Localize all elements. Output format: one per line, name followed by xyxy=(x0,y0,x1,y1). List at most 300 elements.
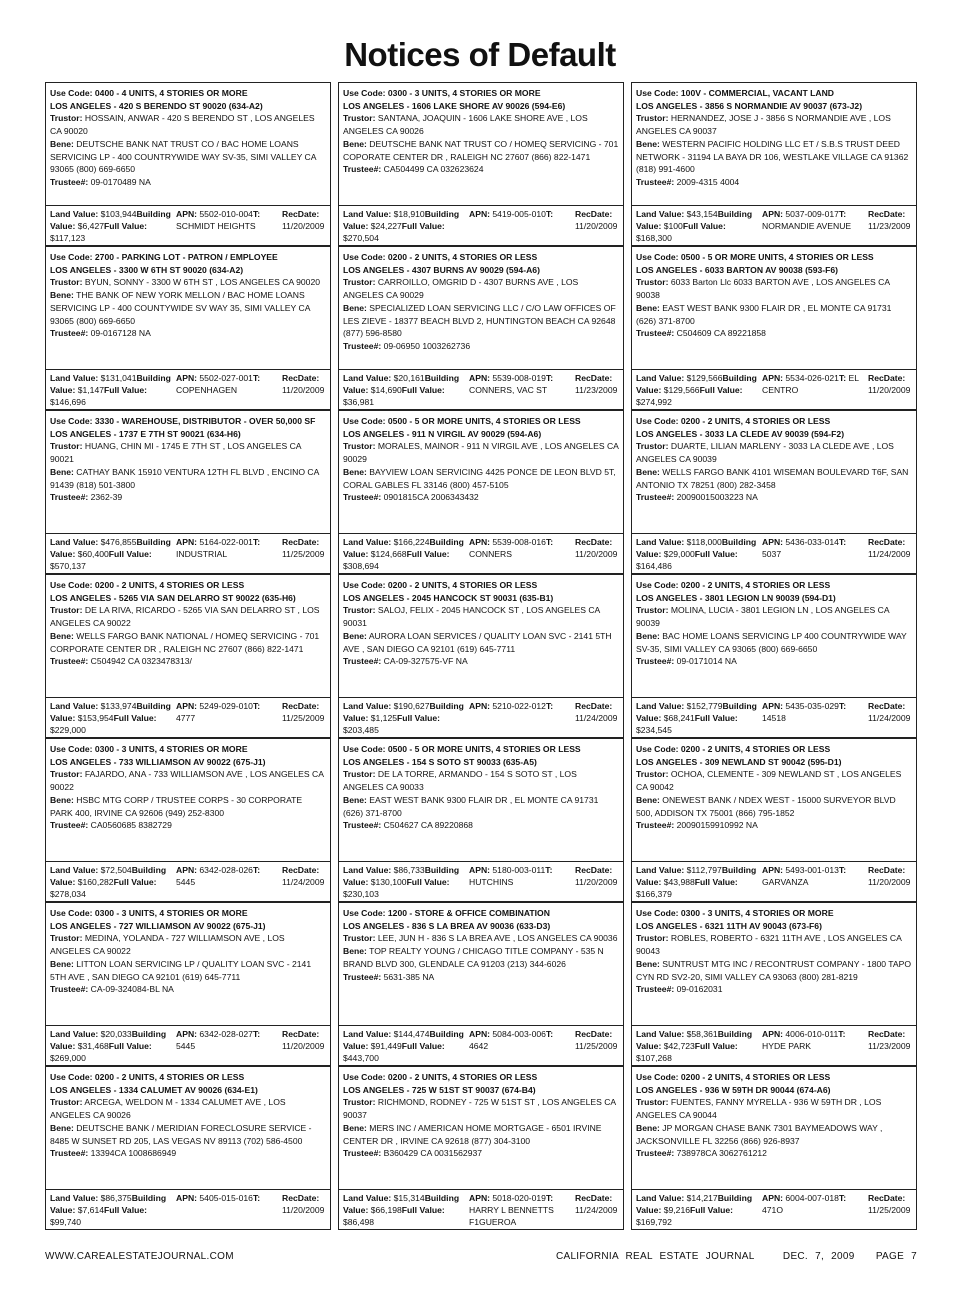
tract-value: 471O xyxy=(762,1205,784,1215)
tract-label: T: xyxy=(545,373,554,383)
land-value-label: Land Value: xyxy=(636,537,685,547)
trustee-number-value: C504942 CA 0323478313/ xyxy=(90,656,192,667)
page-title: Notices of Default xyxy=(344,36,616,73)
values-column xyxy=(343,1028,467,1064)
full-value-value: $146,696 xyxy=(50,397,86,407)
full-value-label: Full Value: xyxy=(397,713,440,723)
apn-value: 4006-010-011 xyxy=(785,1029,839,1039)
trustee-number xyxy=(343,819,619,832)
use-code: Use Code: 0300 - 3 UNITS, 4 STORIES OR MORE xyxy=(343,88,541,98)
trustee-number xyxy=(636,1147,912,1160)
beneficiary-value: DEUTSCHE BANK NAT TRUST CO / BAC HOME LOANS SERVICING LP - 400 COUNTRYWIDE WAY SV-35, SIMI VALLEY CA 93065 (800) 669-6650 xyxy=(50,138,317,175)
trustor-label: Trustor: xyxy=(636,1097,669,1108)
land-value-label: Land Value: xyxy=(343,865,392,875)
notice-row xyxy=(45,574,917,738)
valuation-box xyxy=(631,1026,917,1066)
notice-entry xyxy=(631,410,917,574)
beneficiary xyxy=(343,302,619,340)
trustor xyxy=(343,276,619,301)
beneficiary xyxy=(636,138,912,176)
values-column xyxy=(50,536,174,572)
trustor-label: Trustor: xyxy=(50,933,83,944)
apn xyxy=(469,1193,546,1203)
apn xyxy=(176,865,253,875)
beneficiary xyxy=(50,138,326,176)
recdate-label: RecDate: xyxy=(575,1193,613,1203)
recdate-label: RecDate: xyxy=(575,209,613,219)
trustee-number-label: Trustee#: xyxy=(636,176,675,187)
apn-label: APN: xyxy=(176,1193,198,1203)
land-value xyxy=(343,701,429,711)
notice-entry xyxy=(45,574,331,738)
recdate-column xyxy=(868,208,918,232)
notices-grid xyxy=(45,82,917,1230)
footer-publication: CALIFORNIA REAL ESTATE JOURNAL xyxy=(555,1251,755,1262)
apn-label: APN: xyxy=(176,1029,198,1039)
building-value-label: Building Value: xyxy=(636,537,757,559)
land-value xyxy=(343,1029,429,1039)
recdate-value: 11/25/2009 xyxy=(575,1041,618,1051)
apn-column xyxy=(762,1192,866,1216)
land-value xyxy=(50,865,132,875)
notice-entry xyxy=(631,738,917,902)
trustor-label: Trustor: xyxy=(343,933,376,944)
beneficiary-label: Bene: xyxy=(50,290,74,301)
apn xyxy=(762,1029,838,1039)
apn-column xyxy=(762,1028,866,1052)
valuation-box xyxy=(45,1190,331,1230)
property-address: LOS ANGELES - 309 NEWLAND ST 90042 (595-D1) xyxy=(636,756,842,767)
tract-value: 4642 xyxy=(469,1041,489,1051)
trustor-value: SANTANA, JOAQUIN - 1606 LAKE SHORE AVE , LOS ANGELES CA 90026 xyxy=(343,113,588,137)
apn-label: APN: xyxy=(176,701,198,711)
apn-label: APN: xyxy=(469,865,491,875)
building-value-label: Building Value: xyxy=(50,209,171,231)
valuation-box xyxy=(45,534,331,574)
land-value-value: $118,000 xyxy=(686,537,722,547)
trustee-number-label: Trustee#: xyxy=(50,492,89,503)
full-value-label: Full Value: xyxy=(694,877,738,887)
apn-column xyxy=(176,1192,280,1204)
trustee-number xyxy=(50,983,326,996)
building-value-value: $6,427 xyxy=(77,221,105,231)
apn-label: APN: xyxy=(469,209,491,219)
recdate-value: 11/25/2009 xyxy=(282,713,325,723)
building-value-label: Building Value: xyxy=(343,209,460,231)
beneficiary xyxy=(636,794,912,819)
trustor-value: FUENTES, FANNY MYRELLA - 936 W 59TH DR , LOS ANGELES CA 90044 xyxy=(636,1097,882,1121)
land-value-label: Land Value: xyxy=(343,1029,392,1039)
notice-box xyxy=(631,246,917,370)
recdate-label: RecDate: xyxy=(868,1029,906,1039)
beneficiary-value: JP MORGAN CHASE BANK 7301 BAYMEADOWS WAY , JACKSONVILLE FL 32256 (866) 926-8937 xyxy=(636,1122,883,1146)
full-value-value: $229,000 xyxy=(50,725,86,735)
land-value-label: Land Value: xyxy=(50,209,99,219)
building-value-value: $29,000 xyxy=(663,549,695,559)
building-value-value: $124,668 xyxy=(370,549,407,559)
land-value xyxy=(636,373,722,383)
land-value-value: $133,974 xyxy=(100,701,137,711)
apn-label: APN: xyxy=(762,373,784,383)
trustor-value: DUARTE, LILIAN MARLENY - 3033 LA CLEDE AVE , LOS ANGELES CA 90039 xyxy=(636,441,894,465)
tract-label: T: xyxy=(838,701,847,711)
trustee-number-value: 0901815CA 2006343432 xyxy=(383,492,479,503)
apn-column xyxy=(469,1192,573,1228)
apn xyxy=(469,537,546,547)
land-value xyxy=(343,865,425,875)
notice-box xyxy=(45,1066,331,1190)
notice-box xyxy=(631,738,917,862)
building-value-value: $42,723 xyxy=(663,1041,695,1051)
apn-value: 5164-022-001 xyxy=(199,537,253,547)
apn-column xyxy=(176,700,280,724)
valuation-box xyxy=(631,370,917,410)
building-value-value: $160,282 xyxy=(77,877,114,887)
trustee-number-value: B360429 CA 0031562937 xyxy=(383,1148,483,1159)
recdate-column xyxy=(282,208,332,232)
trustee-number xyxy=(50,327,326,340)
property-address: LOS ANGELES - 5265 VIA SAN DELARRO ST 90022 (635-H6) xyxy=(50,592,296,603)
notice-box xyxy=(45,246,331,370)
beneficiary-label: Bene: xyxy=(343,946,367,957)
notice-entry xyxy=(45,1066,331,1230)
full-value-value: $99,740 xyxy=(50,1217,82,1227)
land-value xyxy=(50,537,136,547)
tract-label: T: xyxy=(252,373,261,383)
property-address: LOS ANGELES - 6033 BARTON AV 90038 (593-F6) xyxy=(636,264,839,275)
use-code: Use Code: 0300 - 3 UNITS, 4 STORIES OR MORE xyxy=(50,744,248,754)
apn-value: 5502-010-004 xyxy=(199,209,253,219)
tract-label: T: xyxy=(545,865,553,875)
recdate-label: RecDate: xyxy=(282,701,320,711)
building-value-label: Building Value: xyxy=(636,1193,753,1215)
trustee-number xyxy=(50,1147,326,1160)
trustee-number-label: Trustee#: xyxy=(50,656,89,667)
valuation-box xyxy=(338,862,624,902)
land-value xyxy=(50,1193,132,1203)
land-value-value: $131,041 xyxy=(100,373,137,383)
recdate-label: RecDate: xyxy=(868,865,906,875)
use-code: Use Code: 0200 - 2 UNITS, 4 STORIES OR LESS xyxy=(343,1072,538,1082)
use-code: Use Code: 0500 - 5 OR MORE UNITS, 4 STORIES OR LESS xyxy=(343,416,581,426)
tract-value: 5037 xyxy=(762,549,782,559)
trustee-number-value: CA0560685 8382729 xyxy=(90,820,172,831)
full-value-label: Full Value: xyxy=(406,877,450,887)
beneficiary-label: Bene: xyxy=(343,138,367,149)
full-value-value: $274,992 xyxy=(636,397,672,407)
property-address: LOS ANGELES - 1737 E 7TH ST 90021 (634-H6) xyxy=(50,428,241,439)
apn-column xyxy=(176,372,280,396)
tract-value: HYDE PARK xyxy=(762,1041,812,1051)
full-value-value: $166,379 xyxy=(636,889,672,899)
land-value-label: Land Value: xyxy=(343,209,392,219)
use-code: Use Code: 0200 - 2 UNITS, 4 STORIES OR LESS xyxy=(343,252,538,262)
building-value-value: $43,988 xyxy=(663,877,695,887)
trustee-number-value: 13394CA 1008686949 xyxy=(90,1148,177,1159)
apn xyxy=(176,1193,253,1203)
land-value xyxy=(50,1029,132,1039)
building-value-label: Building Value: xyxy=(50,1029,167,1051)
valuation-box xyxy=(631,862,917,902)
full-value-value: $169,792 xyxy=(636,1217,672,1227)
trustee-number xyxy=(636,491,912,504)
recdate-value: 11/20/2009 xyxy=(282,221,325,231)
beneficiary xyxy=(636,302,912,327)
land-value-value: $152,779 xyxy=(686,701,723,711)
notice-box xyxy=(45,574,331,698)
land-value-value: $15,314 xyxy=(393,1193,425,1203)
beneficiary-label: Bene: xyxy=(50,1122,74,1133)
tract xyxy=(253,1193,260,1203)
building-value-value: $31,468 xyxy=(77,1041,109,1051)
full-value-label: Full Value: xyxy=(406,549,450,559)
beneficiary xyxy=(343,945,619,970)
recdate-column xyxy=(282,1028,332,1052)
recdate-value: 11/23/2009 xyxy=(575,385,618,395)
land-value-value: $112,797 xyxy=(686,865,722,875)
beneficiary-value: AURORA LOAN SERVICES / QUALITY LOAN SVC - 2141 5TH AVE , SAN DIEGO CA 92101 (619) 645-7711 xyxy=(343,630,612,654)
recdate-value: 11/20/2009 xyxy=(282,1205,325,1215)
use-code: Use Code: 0400 - 4 UNITS, 4 STORIES OR MORE xyxy=(50,88,248,98)
apn-label: APN: xyxy=(762,1029,784,1039)
land-value-value: $86,733 xyxy=(393,865,425,875)
full-value-value: $570,137 xyxy=(50,561,86,571)
notice-box xyxy=(45,738,331,862)
tract-label: T: xyxy=(252,865,261,875)
recdate-label: RecDate: xyxy=(575,537,613,547)
recdate-label: RecDate: xyxy=(868,701,906,711)
recdate-column xyxy=(282,536,332,560)
full-value-value: $234,545 xyxy=(636,725,672,735)
land-value-value: $476,855 xyxy=(100,537,137,547)
recdate-value: 11/23/2009 xyxy=(868,221,911,231)
beneficiary-label: Bene: xyxy=(343,794,367,805)
apn xyxy=(762,701,839,711)
tract-label: T: xyxy=(545,1193,554,1203)
values-column xyxy=(636,536,760,572)
trustee-number xyxy=(343,1147,619,1160)
trustor xyxy=(636,440,912,465)
trustee-number-label: Trustee#: xyxy=(50,176,89,187)
beneficiary-label: Bene: xyxy=(636,958,660,969)
notice-entry xyxy=(631,82,917,246)
trustee-number-label: Trustee#: xyxy=(50,984,89,995)
beneficiary-label: Bene: xyxy=(343,630,367,641)
valuation-box xyxy=(338,1026,624,1066)
tract-label: T: xyxy=(838,865,847,875)
trustee-number-label: Trustee#: xyxy=(343,164,382,175)
apn-column xyxy=(762,700,866,724)
building-value-value: $1,147 xyxy=(77,385,105,395)
trustor-label: Trustor: xyxy=(636,277,669,288)
apn-column xyxy=(176,1028,280,1052)
building-value-value: $66,198 xyxy=(370,1205,402,1215)
use-code: Use Code: 0200 - 2 UNITS, 4 STORIES OR LESS xyxy=(343,580,538,590)
recdate-column xyxy=(868,700,918,724)
notice-entry xyxy=(45,82,331,246)
land-value-label: Land Value: xyxy=(343,701,392,711)
footer-website[interactable]: WWW.CAREALESTATEJOURNAL.COM xyxy=(45,1251,234,1262)
beneficiary xyxy=(343,630,619,655)
trustee-number-value: 09-0170489 NA xyxy=(90,176,151,187)
notice-entry xyxy=(45,410,331,574)
full-value-label: Full Value: xyxy=(104,221,147,231)
trustor-label: Trustor: xyxy=(636,113,669,124)
apn-value: 5180-003-011 xyxy=(492,865,546,875)
trustor xyxy=(343,768,619,793)
property-address: LOS ANGELES - 420 S BERENDO ST 90020 (634-A2) xyxy=(50,100,263,111)
tract-label: T: xyxy=(252,701,261,711)
trustor-value: MEDINA, YOLANDA - 727 WILLIAMSON AVE , LOS ANGELES CA 90022 xyxy=(50,933,285,957)
apn-label: APN: xyxy=(469,701,491,711)
beneficiary-value: TOP REALTY YOUNG / CHICAGO TITLE COMPANY - 535 N BRAND BLVD 300, GLENDALE CA 91203 (213) 344-6026 xyxy=(343,946,604,969)
values-column xyxy=(636,372,760,408)
tract-value: 14518 xyxy=(762,713,786,723)
land-value-value: $58,361 xyxy=(686,1029,718,1039)
recdate-value: 11/24/2009 xyxy=(868,713,911,723)
trustee-number-label: Trustee#: xyxy=(343,820,382,831)
trustor-value: LEE, JUN H - 836 S LA BREA AVE , LOS ANGELES CA 90036 xyxy=(377,933,618,944)
recdate-column xyxy=(575,1028,625,1052)
notice-box xyxy=(631,410,917,534)
notice-box xyxy=(631,574,917,698)
trustee-number-value: 20090159910992 NA xyxy=(676,820,758,831)
apn xyxy=(176,701,253,711)
building-value-value: $7,614 xyxy=(77,1205,105,1215)
notice-row xyxy=(45,1066,917,1230)
trustee-number xyxy=(636,655,912,668)
recdate-label: RecDate: xyxy=(282,537,320,547)
apn-value: 6004-007-018 xyxy=(785,1193,839,1203)
land-value-label: Land Value: xyxy=(636,373,685,383)
tract-label: T: xyxy=(545,209,554,219)
beneficiary-label: Bene: xyxy=(50,138,74,149)
building-value-value: $91,449 xyxy=(370,1041,402,1051)
full-value-value: $443,700 xyxy=(343,1053,379,1063)
trustor-label: Trustor: xyxy=(343,1097,376,1108)
use-code: Use Code: 0200 - 2 UNITS, 4 STORIES OR LESS xyxy=(50,580,245,590)
beneficiary xyxy=(636,466,912,491)
trustor xyxy=(636,1096,912,1121)
apn-label: APN: xyxy=(176,537,198,547)
full-value-value: $270,504 xyxy=(343,233,379,243)
recdate-column xyxy=(868,536,918,560)
full-value-value: $107,268 xyxy=(636,1053,672,1063)
tract-label: T: xyxy=(838,1029,846,1039)
apn-column xyxy=(762,536,866,560)
beneficiary-value: ONEWEST BANK / NDEX WEST - 15000 SURVEYOR BLVD 500, ADDISON TX 75001 (866) 795-1852 xyxy=(636,794,896,818)
trustor-value: HOSSAIN, ANWAR - 420 S BERENDO ST , LOS ANGELES CA 90020 xyxy=(50,113,315,137)
use-code: Use Code: 0300 - 3 UNITS, 4 STORIES OR MORE xyxy=(50,908,248,918)
apn-value: 5534-026-021 xyxy=(785,373,839,383)
land-value-value: $103,944 xyxy=(100,209,137,219)
recdate-value: 11/20/2009 xyxy=(575,877,618,887)
notice-box xyxy=(338,574,624,698)
trustor-label: Trustor: xyxy=(50,441,83,452)
recdate-column xyxy=(282,372,332,396)
apn xyxy=(176,1029,253,1039)
recdate-column xyxy=(575,1192,625,1216)
values-column xyxy=(636,208,760,244)
notice-row xyxy=(45,82,917,246)
notice-box xyxy=(45,902,331,1026)
tract-value: HUTCHINS xyxy=(469,877,514,887)
property-address: LOS ANGELES - 2045 HANCOCK ST 90031 (635-B1) xyxy=(343,592,554,603)
beneficiary-label: Bene: xyxy=(636,138,660,149)
beneficiary xyxy=(343,466,619,491)
beneficiary-value: EAST WEST BANK 9300 FLAIR DR , EL MONTE CA 91731 (626) 371-8700 xyxy=(636,302,892,326)
recdate-value: 11/25/2009 xyxy=(282,549,325,559)
trustor-label: Trustor: xyxy=(343,277,376,288)
recdate-label: RecDate: xyxy=(282,1193,320,1203)
full-value-label: Full Value: xyxy=(108,549,152,559)
beneficiary-value: SPECIALIZED LOAN SERVICING LLC / C/O LAW OFFICES OF LES ZIEVE - 18377 BEACH BLVD 2, HUNTINGTON BEACH CA 92648 (877) 596-8580 xyxy=(343,302,616,339)
property-address: LOS ANGELES - 3856 S NORMANDIE AV 90037 (673-J2) xyxy=(636,100,863,111)
land-value xyxy=(636,865,722,875)
valuation-box xyxy=(338,534,624,574)
trustee-number-label: Trustee#: xyxy=(636,820,675,831)
values-column xyxy=(50,1192,174,1228)
trustor-value: CARROILLO, OMGRID D - 4307 BURNS AVE , LOS ANGELES CA 90029 xyxy=(343,277,579,301)
apn-value: 5539-008-019 xyxy=(492,373,546,383)
trustee-number xyxy=(343,491,619,504)
values-column xyxy=(343,372,467,408)
apn-value: 5436-033-014 xyxy=(785,537,839,547)
land-value xyxy=(50,373,136,383)
trustee-number-label: Trustee#: xyxy=(343,340,382,351)
beneficiary xyxy=(636,958,912,983)
trustor xyxy=(636,604,912,629)
land-value xyxy=(50,209,136,219)
recdate-label: RecDate: xyxy=(282,373,320,383)
valuation-box xyxy=(338,370,624,410)
values-column xyxy=(636,1192,760,1228)
apn-value: 5493-001-013 xyxy=(785,865,839,875)
notice-entry xyxy=(338,410,624,574)
beneficiary-value: DEUTSCHE BANK / MERIDIAN FORECLOSURE SERVICE - 8485 W SUNSET RD 205, LAS VEGAS NV 89113 (702) 586-4500 xyxy=(50,1122,312,1146)
property-address: LOS ANGELES - 154 S SOTO ST 90033 (635-A5) xyxy=(343,756,537,767)
trustor xyxy=(50,604,326,629)
trustor xyxy=(636,932,912,957)
trustor-label: Trustor: xyxy=(636,441,669,452)
full-value-label: Full Value: xyxy=(113,877,157,887)
recdate-label: RecDate: xyxy=(575,701,613,711)
beneficiary-label: Bene: xyxy=(343,302,367,313)
land-value-label: Land Value: xyxy=(343,1193,392,1203)
land-value-value: $144,474 xyxy=(393,1029,430,1039)
land-value-value: $190,627 xyxy=(393,701,430,711)
beneficiary xyxy=(50,794,326,819)
valuation-box xyxy=(45,862,331,902)
apn-column xyxy=(469,864,573,888)
apn-value: 5249-029-010 xyxy=(199,701,253,711)
building-value-value: $129,566 xyxy=(663,385,700,395)
notice-row xyxy=(45,738,917,902)
footer-date: DEC. 7, 2009 xyxy=(782,1251,855,1262)
apn xyxy=(469,865,545,875)
property-address: LOS ANGELES - 3033 LA CLEDE AV 90039 (594-F2) xyxy=(636,428,845,439)
recdate-column xyxy=(575,208,625,232)
beneficiary xyxy=(343,138,619,163)
property-address: LOS ANGELES - 911 N VIRGIL AV 90029 (594-A6) xyxy=(343,428,542,439)
trustor-value: BYUN, SONNY - 3300 W 6TH ST , LOS ANGELES CA 90020 xyxy=(84,277,321,288)
beneficiary-label: Bene: xyxy=(50,466,74,477)
land-value xyxy=(343,209,425,219)
land-value-label: Land Value: xyxy=(343,537,392,547)
values-column xyxy=(343,700,467,736)
values-column xyxy=(50,208,174,244)
full-value-label: Full Value: xyxy=(401,385,445,395)
